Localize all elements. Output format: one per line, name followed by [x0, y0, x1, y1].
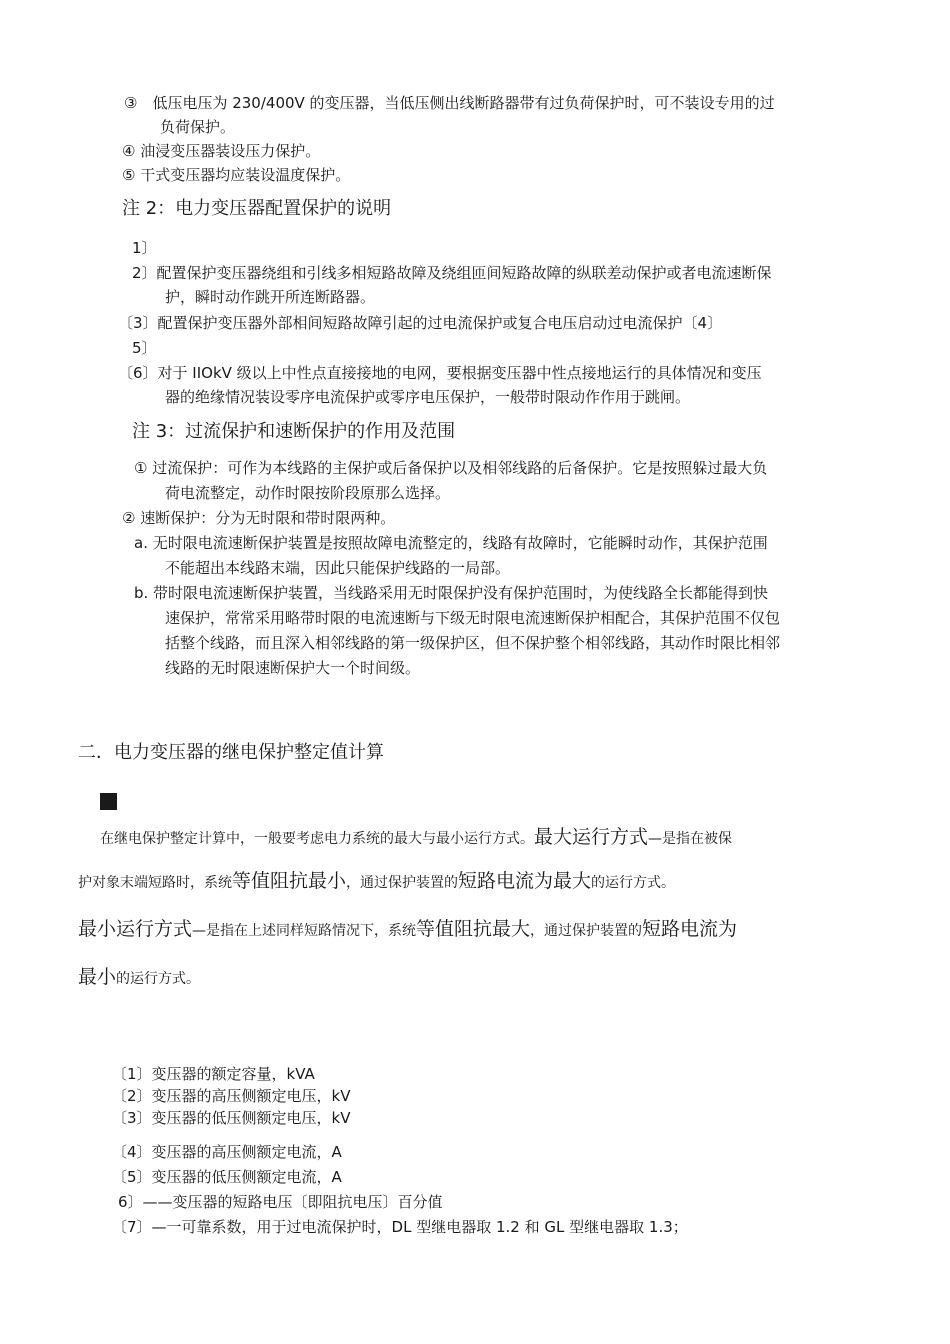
note3-line9: 线路的无时限速断保护大一个时间级。 — [165, 659, 421, 677]
section2-para-line3 — [78, 918, 737, 942]
term-max-impedance: 等值阻抗最大 — [416, 918, 531, 940]
param-item: 〔4〕变压器的高压侧额定电流，A — [112, 1143, 342, 1161]
note3-line8: 括整个线路，而且深入相邻线路的第一级保护区，但不保护整个相邻线路，其动作时限比相邻 — [165, 634, 781, 652]
black-square-icon — [100, 793, 117, 810]
term-min-mode: 最小运行方式 — [78, 918, 193, 940]
section2-para-line2 — [78, 870, 675, 894]
param-item: 〔3〕变压器的低压侧额定电压，kV — [112, 1109, 351, 1127]
text: 在继电保护整定计算中，一般要考虑电力系统的最大与最小运行方式。 — [100, 831, 534, 847]
note3-line5: 不能超出本线路末端，因此只能保护线路的一局部。 — [165, 559, 511, 577]
param-item: 6〕——变压器的短路电压〔即阻抗电压〕百分值 — [118, 1193, 443, 1211]
param-item: 〔5〕变压器的低压侧额定电流，A — [112, 1168, 342, 1186]
note3-title: 注 3：过流保护和速断保护的作用及范围 — [132, 421, 456, 442]
text: 护对象末端短路时，系统 — [78, 875, 232, 891]
note2-line5: 5〕 — [132, 339, 157, 357]
term-max-mode: 最大运行方式 — [534, 826, 649, 848]
list-item-3-line1: ③ 低压电压为 230/400V 的变压器，当低压侧出线断路器带有过负荷保护时，可不装设专用的过 — [124, 94, 775, 112]
note2-title: 注 2：电力变压器配置保护的说明 — [122, 198, 392, 219]
note2-line7: 器的绝缘情况装设零序电流保护或零序电压保护，一般带时限动作作用于跳闸。 — [165, 388, 691, 406]
note2-line3: 护，瞬时动作跳开所连断路器。 — [165, 288, 376, 306]
note3-line1: ① 过流保护：可作为本线路的主保护或后备保护以及相邻线路的后备保护。它是按照躲过最大负 — [134, 459, 768, 477]
text: ，通过保护装置的 — [346, 875, 459, 891]
note2-line1: 1〕 — [132, 239, 157, 257]
note2-line2: 2〕配置保护变压器绕组和引线多相短路故障及绕组匝间短路故障的纵联差动保护或者电流速断保 — [132, 264, 772, 282]
text: 的运行方式。 — [116, 971, 201, 987]
note3-line2: 荷电流整定，动作时限按阶段原那么选择。 — [165, 484, 451, 502]
section2-para-line4 — [78, 966, 200, 990]
note2-line4: 〔3〕配置保护变压器外部相间短路故障引起的过电流保护或复合电压启动过电流保护〔4〕 — [118, 314, 723, 332]
param-item: 〔1〕变压器的额定容量，kVA — [112, 1065, 315, 1083]
text: ，通过保护装置的 — [530, 923, 643, 939]
note3-line7: 速保护，常常采用略带时限的电流速断与下级无时限电流速断保护相配合，其保护范围不仅包 — [165, 609, 781, 627]
note3-line3: ② 速断保护：分为无时限和带时限两种。 — [122, 509, 396, 527]
text: —是指在被保 — [648, 831, 733, 847]
note3-line6: b. 带时限电流速断保护装置，当线路采用无时限保护没有保护范围时，为使线路全长都能得到快 — [134, 584, 769, 602]
term-min-current: 短路电流为 — [642, 918, 738, 940]
section2-para-line1 — [100, 826, 732, 850]
param-item: 〔2〕变压器的高压侧额定电压，kV — [112, 1087, 351, 1105]
list-item-3-line2: 负荷保护。 — [160, 118, 236, 136]
term-max-current: 短路电流为最大 — [458, 870, 592, 892]
note3-line4: a. 无时限电流速断保护装置是按照故障电流整定的，线路有故障时，它能瞬时动作，其保护范围 — [134, 534, 768, 552]
section2-title: 二．电力变压器的继电保护整定值计算 — [78, 742, 384, 763]
term-min: 最小 — [78, 966, 117, 988]
list-item-4: ④ 油浸变压器装设压力保护。 — [122, 142, 321, 160]
list-item-5: ⑤ 干式变压器均应装设温度保护。 — [122, 166, 351, 184]
text: —是指在上述同样短路情况下，系统 — [192, 923, 417, 939]
note2-line6: 〔6〕对于 IIOkV 级以上中性点直接接地的电网，要根据变压器中性点接地运行的具体情况和变压 — [118, 364, 762, 382]
term-min-impedance: 等值阻抗最小 — [232, 870, 347, 892]
param-item: 〔7〕—一可靠系数，用于过电流保护时，DL 型继电器取 1.2 和 GL 型继电器取 1.3； — [112, 1218, 688, 1236]
text: 的运行方式。 — [591, 875, 676, 891]
